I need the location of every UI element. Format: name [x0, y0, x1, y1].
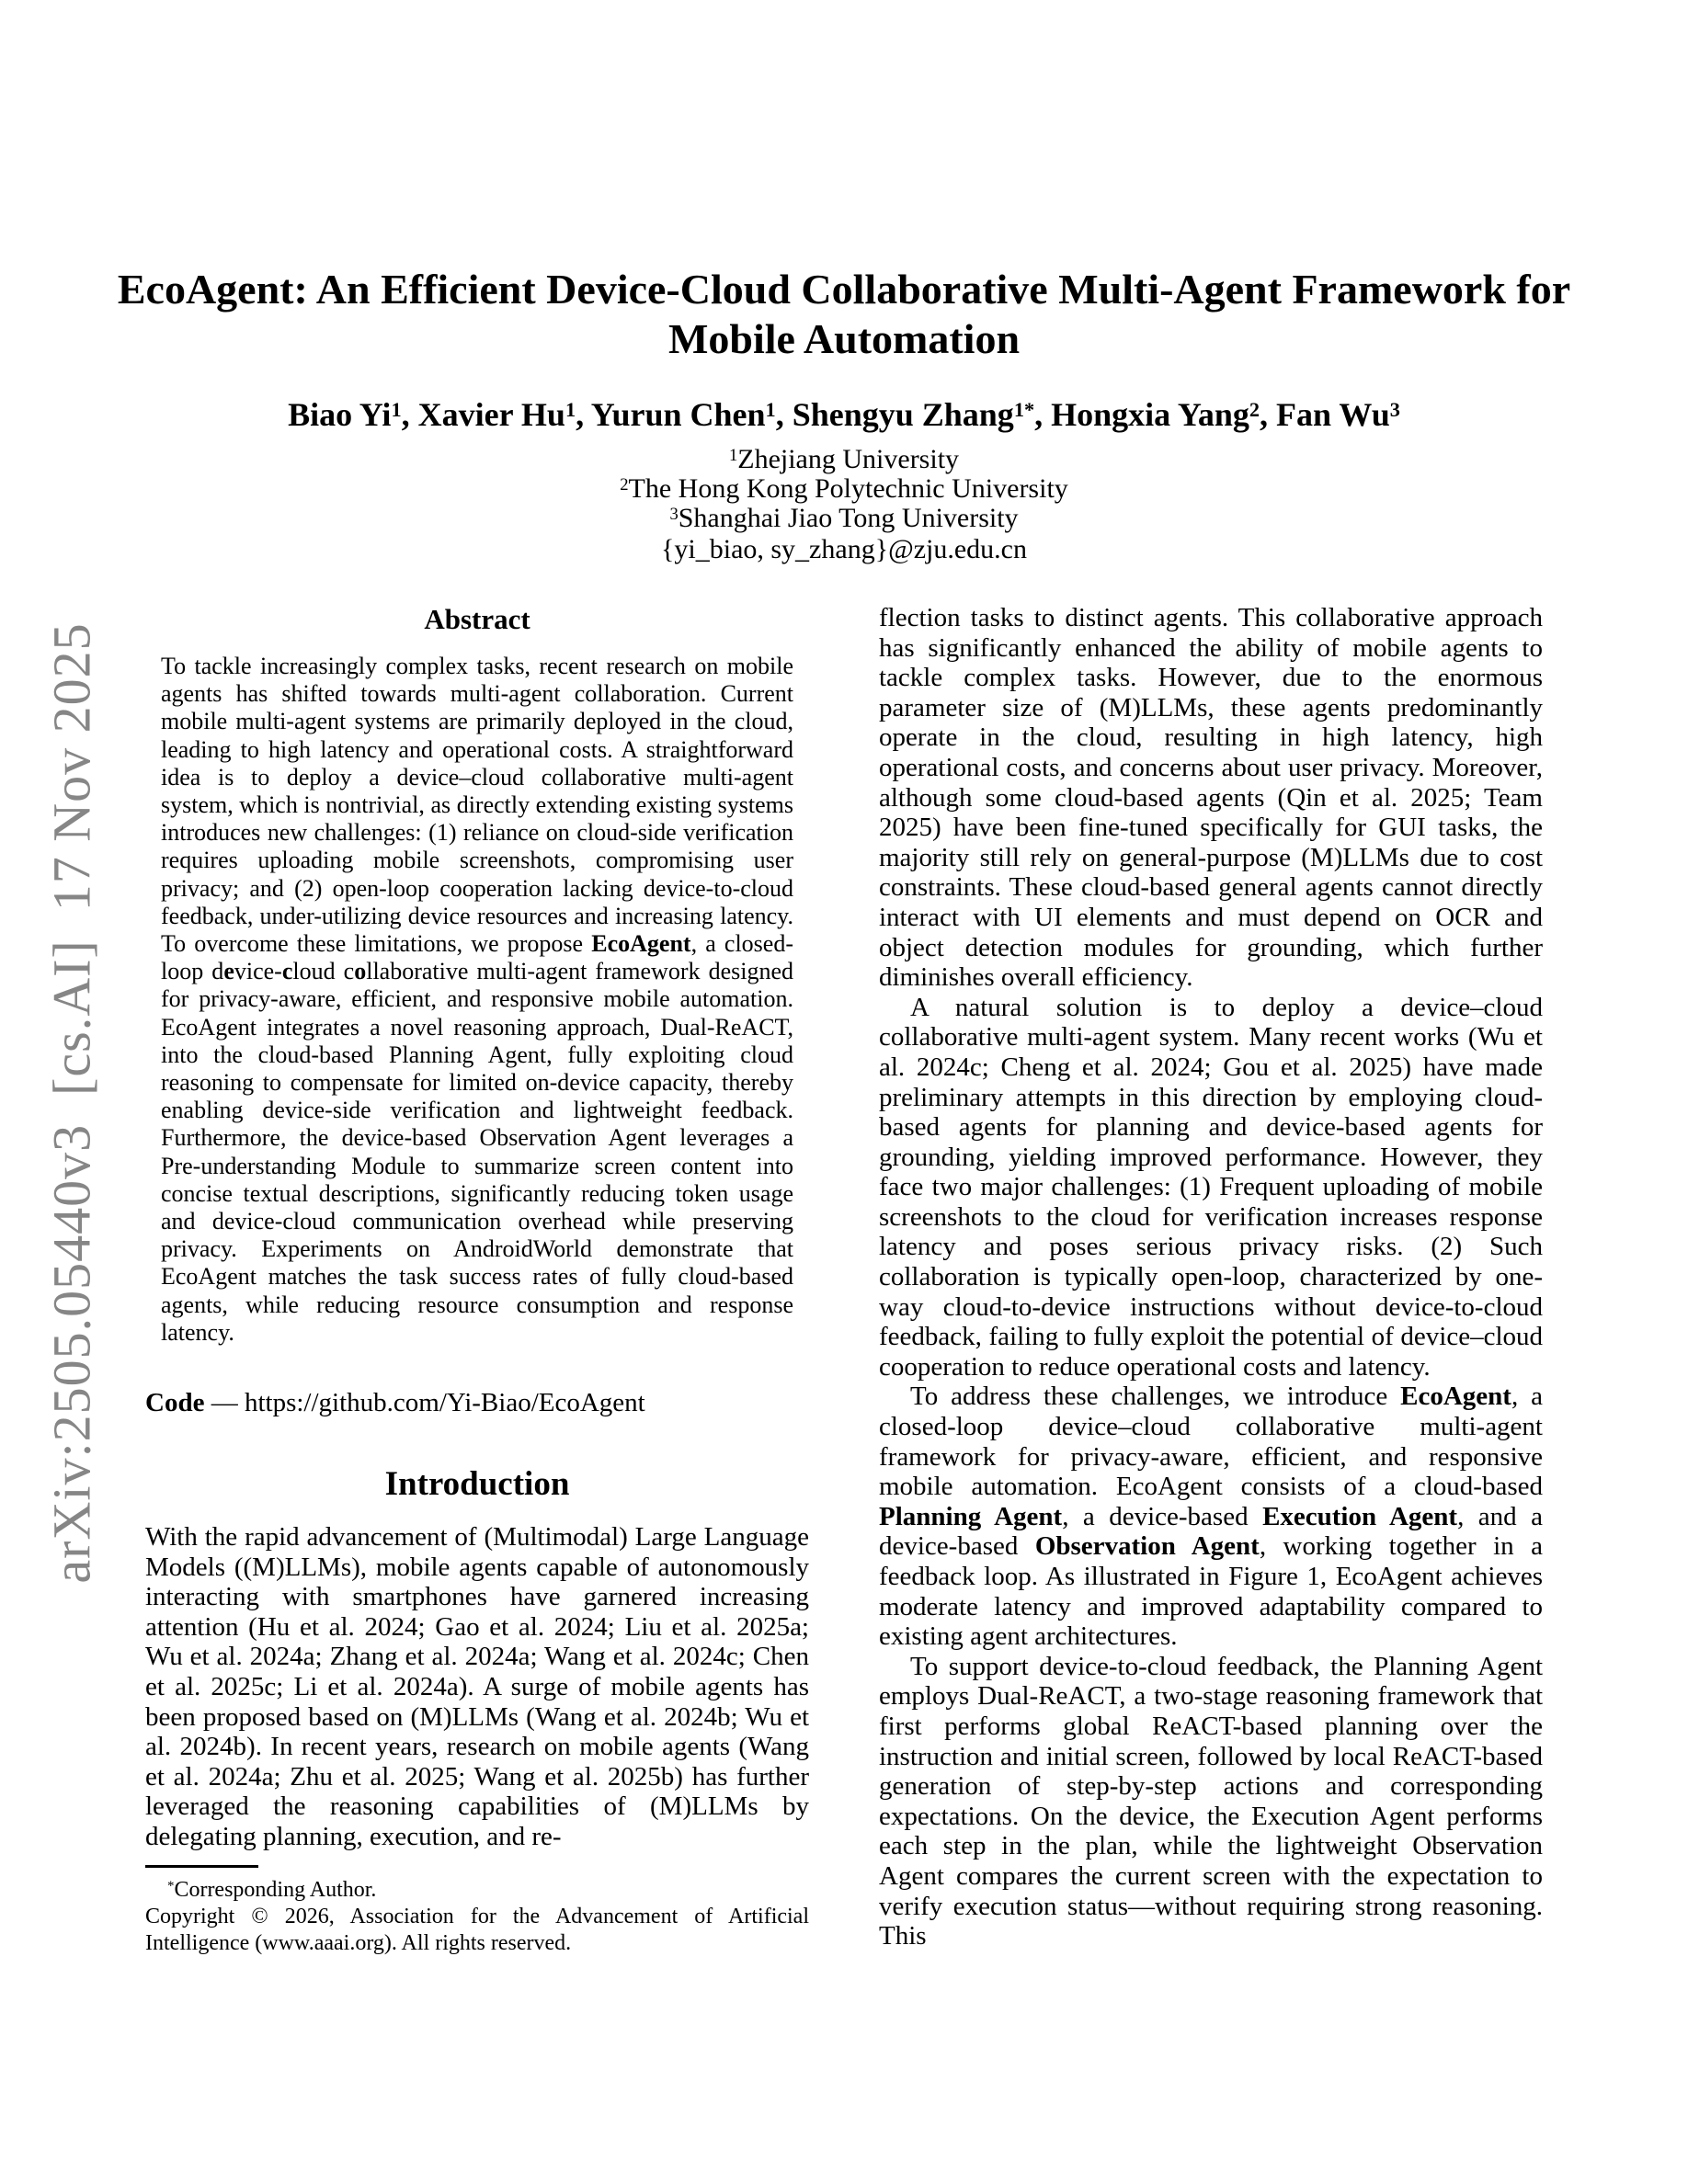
column2-paragraph-2: A natural solution is to deploy a device–cloud collaborative multi-agent system. Many recent works (Wu et al. 2024c; Cheng et al. 2024; Gou et al. 2025) have made preliminary attempts in this direction by employing cloud-based agents for planning and device-based agents for grounding, yielding improved performance. However, they face two major challenges: (1) Frequent uploading of mobile screenshots to the cloud for verification increases response latency and poses serious privacy risks. (2) Such collaboration is typically open-loop, characterized by one-way cloud-to-device instructions without device-to-cloud feedback, failing to fully exploit the potential of device–cloud cooperation to reduce operational costs and latency.: [879, 992, 1543, 1382]
author-name: Yurun Chen$^1$,: [590, 396, 793, 433]
author-separator: ,: [401, 396, 418, 433]
code-separator: —: [204, 1388, 245, 1418]
contact-email: {yi_biao, sy_zhang}@zju.edu.cn: [661, 534, 1027, 564]
title-line-1: EcoAgent: An Efficient Device-Cloud Collaborative Multi-Agent Framework for: [117, 266, 1571, 313]
affiliation-name: Shanghai Jiao Tong University: [678, 503, 1019, 533]
code-availability-line: [145, 1387, 809, 1418]
author-name: Biao Yi$^1$,: [288, 396, 418, 433]
author-name: Xavier Hu$^1$,: [417, 396, 591, 433]
author-affiliation-superscript: 3: [1389, 397, 1400, 421]
affiliation-superscript: 1: [728, 445, 738, 465]
left-column: [145, 603, 809, 1957]
author-name: Hongxia Yang$^2$,: [1051, 396, 1276, 433]
author-affiliation-superscript: 2: [1249, 397, 1260, 421]
affiliation-name: Zhejiang University: [737, 444, 960, 474]
title-line-2: Mobile Automation: [667, 315, 1021, 362]
author-name: Fan Wu$^3$: [1276, 396, 1400, 433]
author-list: [0, 395, 1688, 434]
author-name: Shengyu Zhang$^{1*}$,: [792, 396, 1052, 433]
footnote-copyright: Copyright © 2026, Association for the Advancement of Artificial Intelligence (www.aaai.org). All rights reserved.: [145, 1904, 809, 1955]
paper-header: [0, 265, 1688, 565]
introduction-paragraph-1: With the rapid advancement of (Multimodal) Large Language Models ((M)LLMs), mobile agents capable of autonomously interacting with smartphones have garnered increasing attention (Hu et al. 2024; Gao et al. 2024; Liu et al. 2025a; Wu et al. 2024a; Zhang et al. 2024a; Wang et al. 2024c; Chen et al. 2025c; Li et al. 2024a). A surge of mobile agents has been proposed based on (M)LLMs (Wang et al. 2024b; Wu et al. 2024b). In recent years, research on mobile agents (Wang et al. 2024a; Zhu et al. 2025; Wang et al. 2025b) has further leveraged the reasoning capabilities of (M)LLMs by delegating planning, execution, and re-: [145, 1522, 809, 1852]
author-affiliation-superscript: 1: [391, 397, 402, 421]
arxiv-watermark: arXiv:2505.05440v3 [cs.AI] 17 Nov 2025: [41, 622, 102, 1584]
author-separator: ,: [576, 396, 591, 433]
author-affiliation-superscript: 1: [765, 397, 776, 421]
affiliation-line: [0, 474, 1688, 504]
author-affiliation-superscript: 1: [565, 397, 576, 421]
code-repo-link[interactable]: https://github.com/Yi-Biao/EcoAgent: [244, 1388, 645, 1418]
affiliation-list: [0, 445, 1688, 533]
abstract-text: To tackle increasingly complex tasks, recent research on mobile agents has shifted towards multi-agent collaboration. Current mobile multi-agent systems are primarily deployed in the cloud, leading to high latency and operational costs. A straightforward idea is to deploy a device–cloud collaborative multi-agent system, which is nontrivial, as directly extending existing systems introduces new challenges: (1) reliance on cloud-side verification requires uploading mobile screenshots, compromising user privacy; and (2) open-loop cooperation lacking device-to-cloud feedback, under-utilizing device resources and increasing latency. To overcome these limitations, we propose EcoAgent, a closed-loop device-cloud collaborative multi-agent framework designed for privacy-aware, efficient, and responsive mobile automation. EcoAgent integrates a novel reasoning approach, Dual-ReACT, into the cloud-based Planning Agent, fully exploiting cloud reasoning to compensate for limited on-device capacity, thereby enabling device-side verification and lightweight feedback. Furthermore, the device-based Observation Agent leverages a Pre-understanding Module to summarize screen content into concise textual descriptions, significantly reducing token usage and device-cloud communication overhead while preserving privacy. Experiments on AndroidWorld demonstrate that EcoAgent matches the task success rates of fully cloud-based agents, while reducing resource consumption and response latency.: [161, 653, 793, 1346]
paper-title: [0, 265, 1688, 364]
author-separator: ,: [1260, 396, 1276, 433]
affiliation-line: [0, 504, 1688, 533]
introduction-heading: Introduction: [384, 1465, 570, 1504]
column2-paragraph-1: flection tasks to distinct agents. This collaborative approach has significantly enhanced the ability of mobile agents to tackle complex tasks. However, due to the enormous parameter size of (M)LLMs, these agents predominantly operate in the cloud, resulting in high latency, high operational costs, and concerns about user privacy. Moreover, although some cloud-based agents (Qin et al. 2025; Team 2025) have been fine-tuned specifically for GUI tasks, the majority still rely on general-purpose (M)LLMs due to cost constraints. These cloud-based general agents cannot directly interact with UI elements and must depend on OCR and object detection modules for grounding, which further diminishes overall efficiency.: [879, 603, 1543, 993]
author-affiliation-superscript: 1*: [1013, 397, 1035, 421]
footnote-corresponding-author: [145, 1877, 809, 1904]
affiliation-name: The Hong Kong Polytechnic University: [628, 473, 1068, 504]
footnote-corresponding-text: Corresponding Author.: [174, 1877, 377, 1902]
code-label: Code: [145, 1388, 205, 1418]
affiliation-superscript: 3: [669, 504, 679, 524]
right-column: [879, 603, 1543, 1951]
abstract-heading: Abstract: [424, 603, 530, 635]
affiliation-line: [0, 445, 1688, 474]
footnote-star: *: [167, 1878, 175, 1894]
author-separator: ,: [775, 396, 793, 433]
author-separator: ,: [1034, 396, 1052, 433]
column2-paragraph-3: To address these challenges, we introduce EcoAgent, a closed-loop device–cloud collaborative multi-agent framework for privacy-aware, efficient, and responsive mobile automation. EcoAgent consists of a cloud-based Planning Agent, a device-based Execution Agent, and a device-based Observation Agent, working together in a feedback loop. As illustrated in Figure 1, EcoAgent achieves moderate latency and improved adaptability compared to existing agent architectures.: [879, 1382, 1544, 1652]
column2-paragraph-4: To support device-to-cloud feedback, the Planning Agent employs Dual-ReACT, a two-stage reasoning framework that first performs global ReACT-based planning over the instruction and initial screen, followed by local ReACT-based generation of step-by-step actions and corresponding expectations. On the device, the Execution Agent performs each step in the plan, while the lightweight Observation Agent compares the current screen with the expectation to verify execution status—without requiring strong reasoning. This: [879, 1651, 1543, 1951]
affiliation-superscript: 2: [620, 474, 629, 495]
footnote: [145, 1865, 809, 1957]
footnote-rule: [145, 1865, 258, 1868]
